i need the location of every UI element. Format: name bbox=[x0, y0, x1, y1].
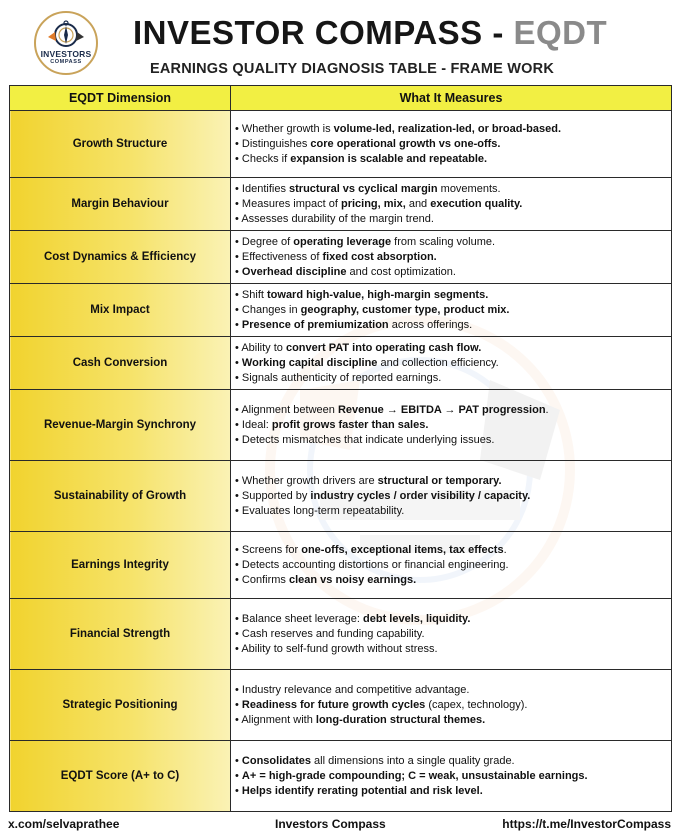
measure-text: Alignment between bbox=[241, 403, 338, 416]
dimension-cell: Mix Impact bbox=[10, 284, 231, 337]
measure-text: . bbox=[503, 543, 507, 556]
measures-cell bbox=[231, 599, 672, 670]
table-row bbox=[10, 111, 672, 178]
bullet-dot-icon: • bbox=[235, 713, 242, 726]
measure-text: from scaling volume. bbox=[391, 235, 496, 248]
dimension-cell: Cost Dynamics & Efficiency bbox=[10, 231, 231, 284]
measure-bullet bbox=[235, 288, 665, 303]
measure-text: Assesses durability of the margin trend. bbox=[241, 212, 434, 225]
dimension-cell: Margin Behaviour bbox=[10, 178, 231, 231]
measure-text: Detects mismatches that indicate underlying issues. bbox=[241, 433, 495, 446]
measures-cell bbox=[231, 670, 672, 741]
bullet-dot-icon: • bbox=[235, 303, 242, 316]
bullet-dot-icon: • bbox=[235, 474, 242, 487]
measure-bullet bbox=[235, 356, 665, 371]
measure-text: across offerings. bbox=[388, 318, 473, 331]
bullet-dot-icon: • bbox=[235, 288, 242, 301]
bullet-dot-icon: • bbox=[235, 612, 242, 625]
measure-text: movements. bbox=[437, 182, 501, 195]
measure-bold-text: expansion is scalable and repeatable. bbox=[290, 152, 488, 165]
eqdt-table bbox=[9, 85, 672, 812]
measure-bullet bbox=[235, 403, 665, 418]
table-row bbox=[10, 178, 672, 231]
measure-bullet bbox=[235, 558, 665, 573]
measure-bullet bbox=[235, 627, 665, 642]
measure-text: Changes in bbox=[241, 303, 301, 316]
bullet-dot-icon: • bbox=[235, 212, 242, 225]
measure-bullet bbox=[235, 197, 665, 212]
measure-bold-text: structural or temporary. bbox=[377, 474, 502, 487]
table-body bbox=[10, 111, 672, 812]
measure-bold-text: structural vs cyclical margin bbox=[289, 182, 438, 195]
title-main: INVESTOR COMPASS - bbox=[133, 14, 514, 51]
measure-bullet bbox=[235, 137, 665, 152]
measure-bold-text: Consolidates bbox=[241, 754, 311, 767]
measure-bullet bbox=[235, 683, 665, 698]
measure-bold-text: A+ = high-grade compounding; C = weak, unsustainable earnings. bbox=[241, 769, 588, 782]
measure-text: Industry relevance and competitive advantage. bbox=[241, 683, 470, 696]
measures-cell bbox=[231, 532, 672, 599]
title-accent: EQDT bbox=[513, 14, 608, 51]
measure-bullet bbox=[235, 504, 665, 519]
measure-text: . bbox=[545, 403, 549, 416]
measure-bullet bbox=[235, 489, 665, 504]
measure-bullet bbox=[235, 371, 665, 386]
measure-bullet bbox=[235, 122, 665, 137]
measure-bold-text: industry cycles / order visibility / capacity. bbox=[310, 489, 531, 502]
footer-telegram-link[interactable]: https://t.me/InvestorCompass bbox=[502, 817, 671, 831]
measures-cell bbox=[231, 231, 672, 284]
measure-bold-text: debt levels, liquidity. bbox=[363, 612, 471, 625]
measure-bold-text: fixed cost absorption. bbox=[322, 250, 437, 263]
measure-bold-text: Working capital discipline bbox=[241, 356, 378, 369]
measure-text: Checks if bbox=[241, 152, 291, 165]
measure-bullet bbox=[235, 418, 665, 433]
dimension-cell: Cash Conversion bbox=[10, 337, 231, 390]
header bbox=[0, 0, 680, 84]
measure-bold-text: pricing, mix, bbox=[340, 197, 406, 210]
measure-bullet bbox=[235, 265, 665, 280]
footer bbox=[0, 815, 680, 834]
bullet-dot-icon: • bbox=[235, 627, 242, 640]
measure-bullet bbox=[235, 642, 665, 657]
measure-bullet bbox=[235, 474, 665, 489]
measures-cell bbox=[231, 461, 672, 532]
measure-text: Alignment with bbox=[241, 713, 316, 726]
footer-x-handle[interactable]: x.com/selvaprathee bbox=[8, 817, 120, 831]
measure-bold-text: Presence of premiumization bbox=[241, 318, 389, 331]
dimension-cell: Financial Strength bbox=[10, 599, 231, 670]
measure-text: Measures impact of bbox=[241, 197, 341, 210]
bullet-dot-icon: • bbox=[235, 137, 242, 150]
measure-bullet bbox=[235, 212, 665, 227]
table-row bbox=[10, 741, 672, 812]
bullet-dot-icon: • bbox=[235, 265, 242, 278]
footer-brand: Investors Compass bbox=[275, 817, 386, 831]
bullet-dot-icon: • bbox=[235, 784, 242, 797]
column-header-measures: What It Measures bbox=[231, 86, 672, 111]
table-row bbox=[10, 390, 672, 461]
measure-bold-text: clean vs noisy earnings. bbox=[288, 573, 417, 586]
table-header-row bbox=[10, 86, 672, 111]
bullet-dot-icon: • bbox=[235, 182, 242, 195]
measure-text: Screens for bbox=[241, 543, 302, 556]
measure-bullet bbox=[235, 182, 665, 197]
measure-bullet bbox=[235, 573, 665, 588]
bullet-dot-icon: • bbox=[235, 754, 242, 767]
measure-text: all dimensions into a single quality grade. bbox=[311, 754, 515, 767]
bullet-dot-icon: • bbox=[235, 403, 242, 416]
measure-bold-text: Helps identify rerating potential and risk level. bbox=[241, 784, 483, 797]
measure-bullet bbox=[235, 318, 665, 333]
measure-bullet bbox=[235, 341, 665, 356]
measure-bold-text: toward high-value, high-margin segments. bbox=[267, 288, 489, 301]
measure-bold-text: Readiness for future growth cycles bbox=[241, 698, 426, 711]
logo-text-line1: INVESTORS bbox=[40, 49, 92, 59]
measures-cell bbox=[231, 741, 672, 812]
bullet-dot-icon: • bbox=[235, 769, 242, 782]
bullet-dot-icon: • bbox=[235, 318, 242, 331]
page-subtitle: EARNINGS QUALITY DIAGNOSIS TABLE - FRAME WORK bbox=[150, 61, 554, 77]
measure-text: Shift bbox=[241, 288, 267, 301]
measure-text: Degree of bbox=[241, 235, 294, 248]
measure-bullet bbox=[235, 303, 665, 318]
dimension-cell: Strategic Positioning bbox=[10, 670, 231, 741]
bullet-dot-icon: • bbox=[235, 418, 242, 431]
measure-bullet bbox=[235, 612, 665, 627]
measures-cell bbox=[231, 178, 672, 231]
measure-text: Ability to bbox=[241, 341, 286, 354]
bullet-dot-icon: • bbox=[235, 341, 242, 354]
measure-text: and collection efficiency. bbox=[377, 356, 499, 369]
column-header-dimension: EQDT Dimension bbox=[10, 86, 231, 111]
measure-text: Signals authenticity of reported earnings. bbox=[241, 371, 442, 384]
table-row bbox=[10, 532, 672, 599]
bullet-dot-icon: • bbox=[235, 698, 242, 711]
bullet-dot-icon: • bbox=[235, 558, 242, 571]
measure-text: and bbox=[405, 197, 431, 210]
dimension-cell: Sustainability of Growth bbox=[10, 461, 231, 532]
measure-text: and cost optimization. bbox=[346, 265, 456, 278]
measures-cell bbox=[231, 111, 672, 178]
measure-bold-text: execution quality. bbox=[430, 197, 523, 210]
measure-bold-text: Revenue → EBITDA → PAT progression bbox=[337, 403, 546, 416]
table-row bbox=[10, 231, 672, 284]
measures-cell bbox=[231, 284, 672, 337]
dimension-cell: Earnings Integrity bbox=[10, 532, 231, 599]
bullet-dot-icon: • bbox=[235, 122, 242, 135]
measure-text: Whether growth drivers are bbox=[241, 474, 378, 487]
bullet-dot-icon: • bbox=[235, 371, 242, 384]
bullet-dot-icon: • bbox=[235, 433, 242, 446]
measure-bold-text: convert PAT into operating cash flow. bbox=[285, 341, 482, 354]
table-row bbox=[10, 337, 672, 390]
bullet-dot-icon: • bbox=[235, 543, 242, 556]
measure-bullet bbox=[235, 769, 665, 784]
measure-bold-text: long-duration structural themes. bbox=[315, 713, 486, 726]
measure-bold-text: volume-led, realization-led, or broad-based. bbox=[333, 122, 561, 135]
table-row bbox=[10, 599, 672, 670]
measure-text: Distinguishes bbox=[241, 137, 311, 150]
dimension-cell: EQDT Score (A+ to C) bbox=[10, 741, 231, 812]
measure-bullet bbox=[235, 713, 665, 728]
compass-icon bbox=[46, 19, 86, 49]
measures-cell bbox=[231, 337, 672, 390]
bullet-dot-icon: • bbox=[235, 489, 242, 502]
measure-bold-text: one-offs, exceptional items, tax effects bbox=[301, 543, 504, 556]
measure-text: Ideal: bbox=[241, 418, 272, 431]
measure-text: Supported by bbox=[241, 489, 311, 502]
bullet-dot-icon: • bbox=[235, 504, 242, 517]
table-row bbox=[10, 670, 672, 741]
measure-bullet bbox=[235, 754, 665, 769]
measure-text: (capex, technology). bbox=[425, 698, 528, 711]
measure-text: Identifies bbox=[241, 182, 290, 195]
measures-cell bbox=[231, 390, 672, 461]
measure-text: Whether growth is bbox=[241, 122, 334, 135]
measure-text: Ability to self-fund growth without stress. bbox=[241, 642, 438, 655]
measure-bullet bbox=[235, 784, 665, 799]
bullet-dot-icon: • bbox=[235, 250, 242, 263]
measure-bold-text: Overhead discipline bbox=[241, 265, 347, 278]
dimension-cell: Revenue-Margin Synchrony bbox=[10, 390, 231, 461]
measure-bullet bbox=[235, 152, 665, 167]
bullet-dot-icon: • bbox=[235, 152, 242, 165]
measure-bullet bbox=[235, 250, 665, 265]
table-row bbox=[10, 284, 672, 337]
bullet-dot-icon: • bbox=[235, 573, 242, 586]
bullet-dot-icon: • bbox=[235, 197, 242, 210]
measure-text: Effectiveness of bbox=[241, 250, 323, 263]
measure-bullet bbox=[235, 433, 665, 448]
dimension-cell: Growth Structure bbox=[10, 111, 231, 178]
measure-bold-text: profit grows faster than sales. bbox=[271, 418, 429, 431]
measure-bullet bbox=[235, 698, 665, 713]
measure-bullet bbox=[235, 543, 665, 558]
logo-text-line2: COMPASS bbox=[50, 59, 82, 65]
table-row bbox=[10, 461, 672, 532]
measure-text: Detects accounting distortions or financial engineering. bbox=[241, 558, 509, 571]
bullet-dot-icon: • bbox=[235, 683, 242, 696]
measure-text: Evaluates long-term repeatability. bbox=[241, 504, 405, 517]
measure-bold-text: geography, customer type, product mix. bbox=[300, 303, 510, 316]
bullet-dot-icon: • bbox=[235, 235, 242, 248]
measure-bold-text: core operational growth vs one-offs. bbox=[310, 137, 501, 150]
investors-compass-logo bbox=[34, 11, 98, 75]
page-title bbox=[133, 14, 607, 52]
bullet-dot-icon: • bbox=[235, 642, 242, 655]
measure-bold-text: operating leverage bbox=[293, 235, 392, 248]
measure-text: Confirms bbox=[241, 573, 289, 586]
measure-text: Cash reserves and funding capability. bbox=[241, 627, 425, 640]
bullet-dot-icon: • bbox=[235, 356, 242, 369]
measure-text: Balance sheet leverage: bbox=[241, 612, 364, 625]
measure-bullet bbox=[235, 235, 665, 250]
